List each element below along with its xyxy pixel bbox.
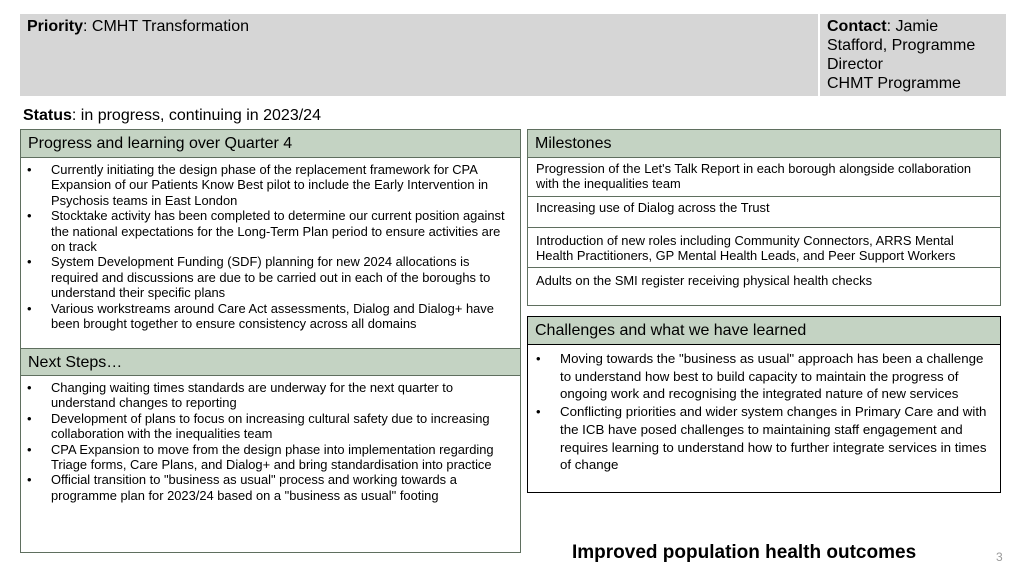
contact-programme: CHMT Programme (827, 75, 961, 92)
status-value: : in progress, continuing in 2023/24 (71, 107, 321, 124)
milestone-row: Progression of the Let's Talk Report in each borough alongside collaboration with the inequalities team (528, 158, 1000, 197)
challenges-panel (527, 316, 1001, 493)
list-item: • System Development Funding (SDF) planning for new 2024 allocations is required and discussions are due to be carried out in each of the boroughs to understand their specific plans (51, 254, 512, 300)
next-steps-list (21, 376, 520, 503)
contact-label: Contact (827, 18, 887, 35)
list-item: • Various workstreams around Care Act assessments, Dialog and Dialog+ have been brought together to ensure consistency across all domains (51, 301, 512, 332)
footer-title: Improved population health outcomes (572, 542, 917, 563)
list-item: • Currently initiating the design phase of the replacement framework for CPA Expansion of our Patients Know Best pilot to include the Early Intervention in Psychosis teams in East London (51, 162, 512, 208)
status-line (23, 106, 321, 126)
list-item: • CPA Expansion to move from the design phase into implementation regarding Triage forms, Care Plans, and Dialog+ and bring standardisation into practice (51, 442, 512, 473)
page-number: 3 (996, 550, 1003, 564)
list-item: • Changing waiting times standards are underway for the next quarter to understand changes to reporting (51, 380, 512, 411)
milestone-row: Adults on the SMI register receiving physical health checks (536, 273, 873, 288)
header-table (20, 14, 1006, 96)
milestones-title: Milestones (528, 130, 1000, 158)
milestone-row: Introduction of new roles including Community Connectors, ARRS Mental Health Practitioners, GP Mental Health Leads, and Peer Support Workers (528, 228, 1000, 268)
progress-title: Progress and learning over Quarter 4 (21, 130, 520, 158)
challenges-title: Challenges and what we have learned (528, 317, 1000, 345)
challenges-list (528, 345, 1000, 474)
list-item: • Moving towards the "business as usual" approach has been a challenge to understand how best to build capacity to maintain the progress of ongoing work and recognising the integrated nature of new services (560, 350, 992, 403)
list-item: • Development of plans to focus on increasing cultural safety due to increasing collaboration with the inequalities team (51, 411, 512, 442)
progress-list (21, 158, 520, 348)
contact-cell (820, 14, 1006, 96)
list-item: • Conflicting priorities and wider system changes in Primary Care and with the ICB have posed challenges to maintaining staff engagement and requires learning to understand how to further integrate services in times of change (560, 403, 992, 474)
milestone-row: Increasing use of Dialog across the Trust (528, 197, 1000, 228)
next-steps-title: Next Steps… (21, 348, 520, 376)
progress-panel (20, 129, 521, 553)
milestones-panel (527, 129, 1001, 306)
priority-cell (20, 14, 820, 96)
list-item: • Stocktake activity has been completed to determine our current position against the national expectations for the Long-Term Plan period to ensure activities are on track (51, 208, 512, 254)
list-item: • Official transition to "business as usual" process and working towards a programme plan for 2023/24 based on a "business as usual" footing (51, 472, 512, 503)
status-label: Status (23, 107, 72, 124)
priority-label: Priority (27, 18, 84, 35)
priority-value: : CMHT Transformation (83, 18, 249, 35)
contact-value: : Jamie Stafford, Programme Director (827, 18, 976, 73)
